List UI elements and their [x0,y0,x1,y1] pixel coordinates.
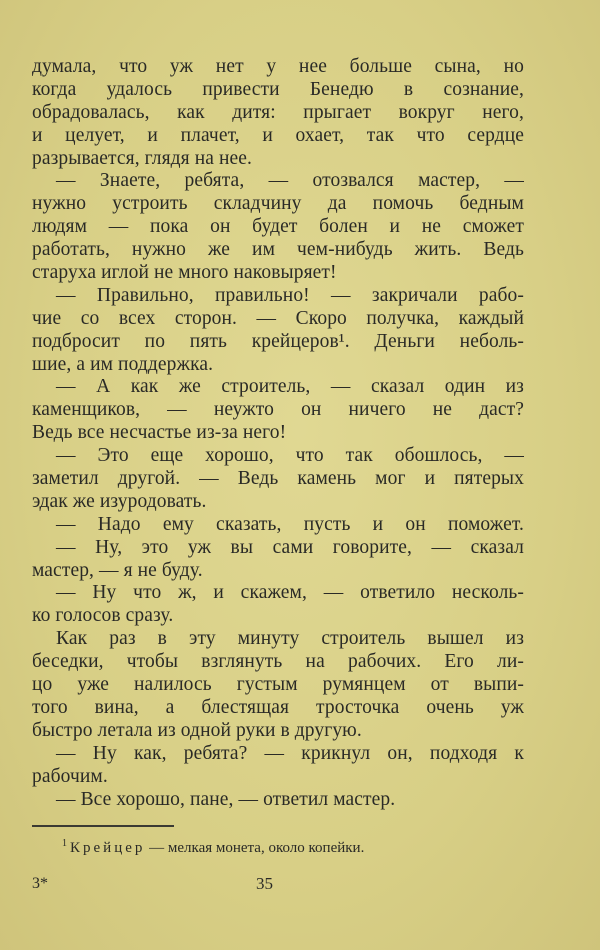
text-line: подбросит по пять крейцеров¹. Деньги неболь- [32,330,524,352]
text-line: каменщиков, — неужто он ничего не даст? [32,399,524,421]
text-line: разрывается, глядя на нее. [32,147,253,169]
footnote-mark: 1 [62,838,67,849]
text-line: Ведь все несчастье из-за него! [32,422,287,444]
text-line: шие, а им поддержка. [32,353,214,375]
text-line: — Все хорошо, пане, — ответил мастер. [56,788,396,810]
text-line: эдак же изуродовать. [32,490,207,512]
text-line: чие со всех сторон. — Скоро получка, каждый [32,307,524,329]
text-line: — Ну что ж, и скажем, — ответило несколь- [56,582,524,604]
body-text [32,56,524,811]
text-line: мастер, — я не буду. [32,559,203,581]
text-line: — А как же строитель, — сказал один из [56,376,524,398]
text-line: — Правильно, правильно! — закричали рабо- [56,284,524,306]
text-line: беседки, чтобы взглянуть на рабочих. Его ли- [32,651,524,673]
text-line: и целует, и плачет, и охает, так что сердце [32,124,524,146]
text-line: заметил другой. — Ведь камень мог и пятерых [32,468,524,490]
text-line: работать, нужно же им чем-нибудь жить. Ведь [32,239,524,261]
page-number: 35 [256,874,273,893]
text-line: рабочим. [32,765,108,787]
footnote-definition: — мелкая монета, около копейки. [149,840,365,856]
text-line: нужно устроить складчину да помочь бедным [32,193,524,215]
text-line: Как раз в эту минуту строитель вышел из [56,628,524,650]
text-line: думала, что уж нет у нее больше сына, но [32,56,524,77]
text-line: старуха иглой не много наковыряет! [32,262,337,284]
text-line: быстро летала из одной руки в другую. [32,719,362,741]
footnote-term: Крейцер [70,840,146,856]
printer-signature-mark: 3* [32,875,48,892]
text-line: — Это еще хорошо, что так обошлось, — [56,445,524,467]
footnote [62,838,532,857]
text-line: — Ну, это уж вы сами говорите, — сказал [56,536,524,558]
text-line: — Знаете, ребята, — отозвался мастер, — [56,170,524,192]
text-line: когда удалось привести Бенедю в сознание, [32,78,524,100]
text-line: обрадовалась, как дитя: прыгает вокруг него, [32,101,524,123]
text-line: того вина, а блестящая тросточка очень уж [32,696,524,718]
footnote-rule [32,825,174,827]
text-line: — Ну как, ребята? — крикнул он, подходя к [56,742,524,764]
text-line: людям — пока он будет болен и не сможет [32,216,524,238]
text-line: — Надо ему сказать, пусть и он поможет. [56,513,524,535]
text-line: ко голосов сразу. [32,605,174,627]
text-line: цо уже налилось густым румянцем от выпи- [32,674,524,696]
